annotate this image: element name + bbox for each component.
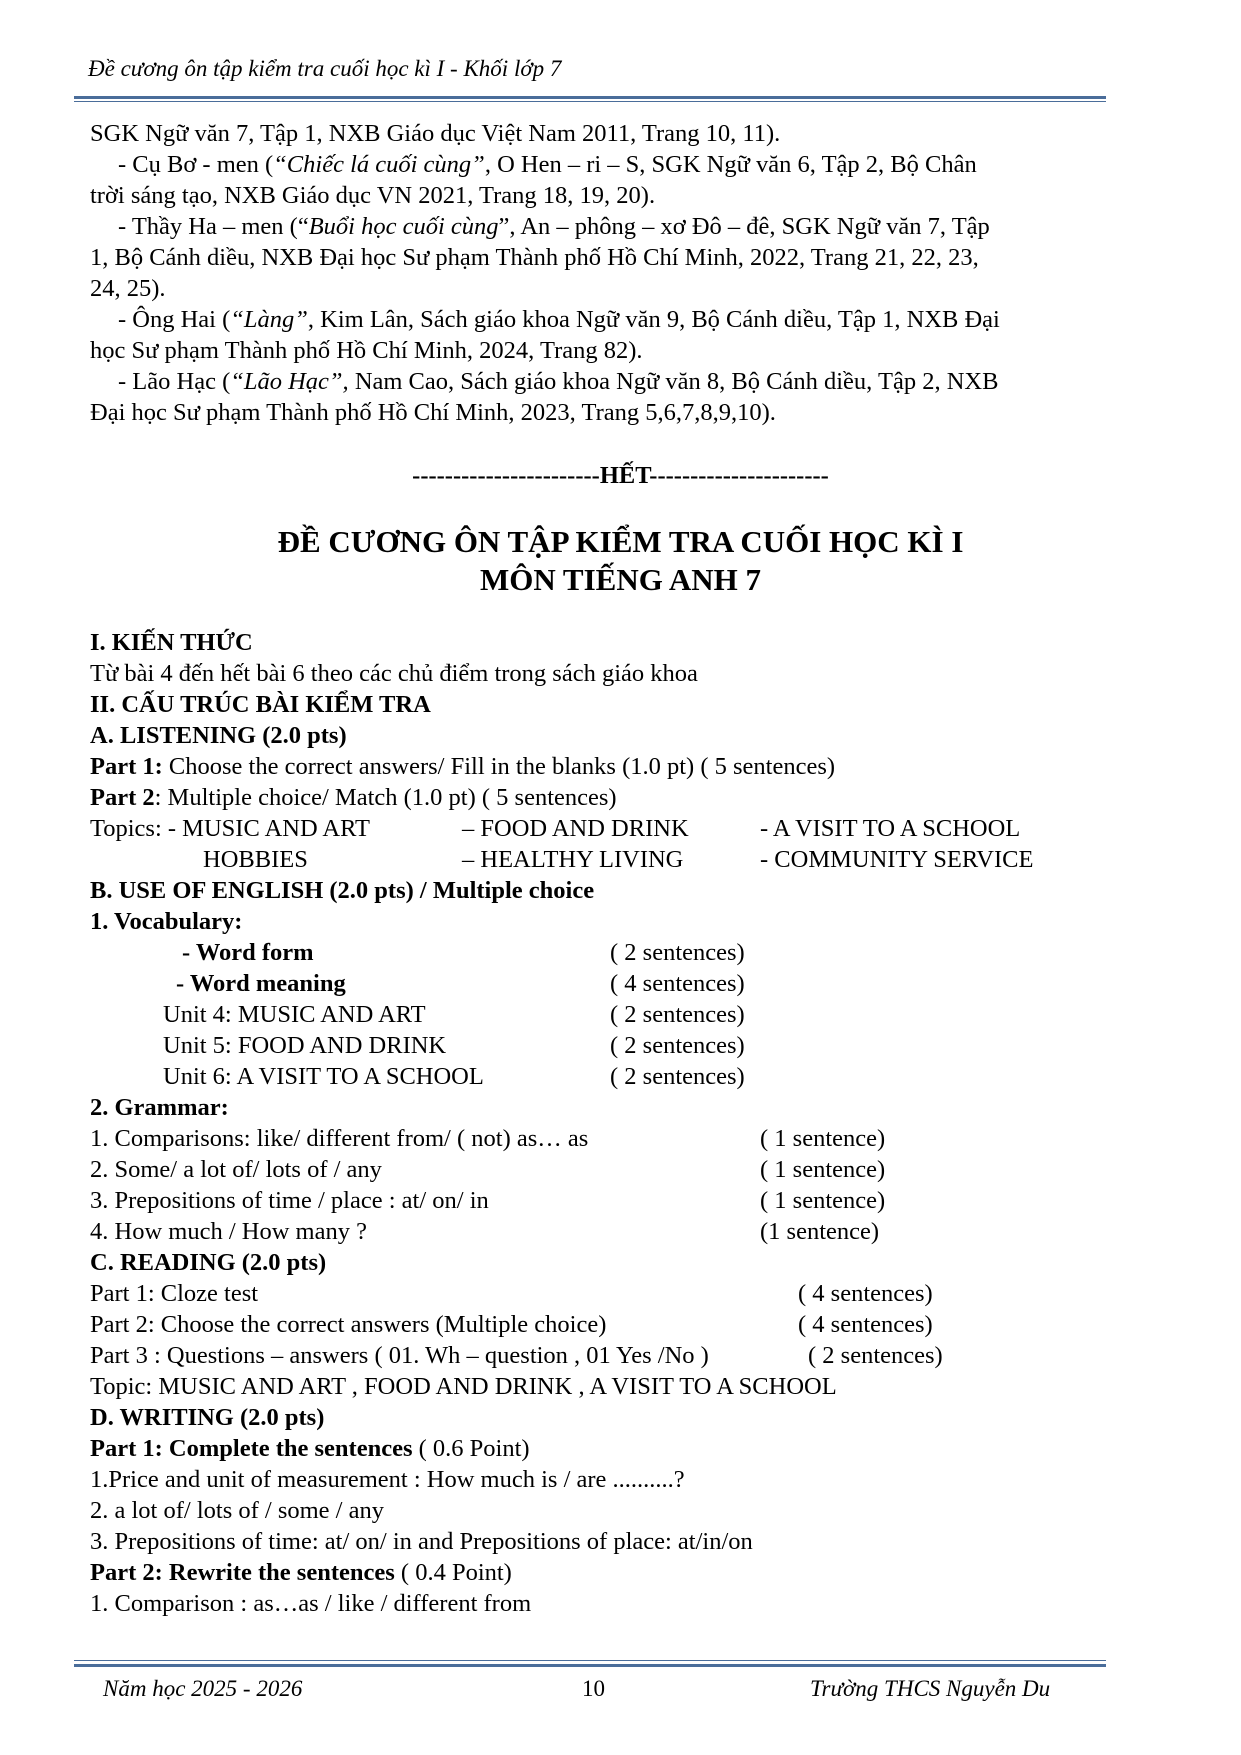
ref-item-2: - Thầy Ha – men (“Buổi học cuối cùng”, An – phông – xơ Đô – đê, SGK Ngữ văn 7, Tập	[118, 213, 990, 240]
grammar-item-label: 1. Comparisons: like/ different from/ ( not) as… as	[90, 1125, 589, 1152]
topic-hobbies: HOBBIES	[203, 846, 308, 873]
vocab-item-count: ( 2 sentences)	[610, 939, 745, 966]
page-header: Đề cương ôn tập kiểm tra cuối học kì I - Khối lớp 7	[88, 56, 562, 81]
use-of-english-heading: B. USE OF ENGLISH (2.0 pts) / Multiple choice	[90, 877, 595, 904]
topic-visit-school: - A VISIT TO A SCHOOL	[760, 815, 1021, 842]
document-subtitle: MÔN TIẾNG ANH 7	[479, 562, 762, 597]
vocab-item-count: ( 4 sentences)	[610, 970, 745, 997]
reading-item-count: ( 4 sentences)	[798, 1311, 933, 1338]
grammar-item-count: ( 1 sentence)	[760, 1156, 886, 1183]
document-title: ĐỀ CƯƠNG ÔN TẬP KIỂM TRA CUỐI HỌC KÌ I	[277, 524, 964, 559]
ref-line: SGK Ngữ văn 7, Tập 1, NXB Giáo dục Việt Nam 2011, Trang 10, 11).	[90, 120, 781, 147]
footer-school-name: Trường THCS Nguyễn Du	[810, 1676, 1051, 1701]
writing-part-1-item: 3. Prepositions of time: at/ on/ in and Prepositions of place: at/in/on	[90, 1528, 753, 1555]
header-rule-thin	[74, 101, 1106, 102]
topic-community-service: - COMMUNITY SERVICE	[760, 846, 1034, 873]
topic-healthy-living: – HEALTHY LIVING	[462, 846, 684, 873]
grammar-item-label: 4. How much / How many ?	[90, 1218, 367, 1245]
ref-item-2-cont2: 24, 25).	[90, 275, 166, 302]
listening-part-1: Part 1: Choose the correct answers/ Fill in the blanks (1.0 pt) ( 5 sentences)	[90, 753, 836, 780]
ref-item-1: - Cụ Bơ - men (“Chiếc lá cuối cùng”, O Hen – ri – S, SGK Ngữ văn 6, Tập 2, Bộ Chân	[118, 151, 977, 178]
topics-label: Topics: - MUSIC AND ART	[90, 815, 370, 842]
footer-rule-thick	[74, 1664, 1106, 1667]
section-2-heading: II. CẤU TRÚC BÀI KIỂM TRA	[90, 691, 431, 718]
reading-heading: C. READING (2.0 pts)	[90, 1249, 327, 1276]
grammar-item-count: ( 1 sentence)	[760, 1125, 886, 1152]
grammar-item-label: 3. Prepositions of time / place : at/ on/ in	[90, 1187, 489, 1214]
vocab-item-label: Unit 4: MUSIC AND ART	[163, 1001, 426, 1028]
vocab-item-label: - Word form	[182, 939, 314, 966]
footer-rule-thin	[74, 1660, 1106, 1661]
writing-heading: D. WRITING (2.0 pts)	[90, 1404, 325, 1431]
section-1-heading: I. KIẾN THỨC	[90, 629, 253, 656]
ref-item-4-cont: Đại học Sư phạm Thành phố Hồ Chí Minh, 2023, Trang 5,6,7,8,9,10).	[90, 399, 776, 426]
ref-item-2-cont: 1, Bộ Cánh diều, NXB Đại học Sư phạm Thành phố Hồ Chí Minh, 2022, Trang 21, 22, 23,	[90, 244, 979, 271]
end-marker: -----------------------HẾT----------------------	[412, 462, 829, 489]
writing-part-1-item: 1.Price and unit of measurement : How much is / are ..........?	[90, 1466, 685, 1493]
vocab-item-count: ( 2 sentences)	[610, 1032, 745, 1059]
reading-topic: Topic: MUSIC AND ART , FOOD AND DRINK , A VISIT TO A SCHOOL	[90, 1373, 837, 1400]
reading-item-label: Part 2: Choose the correct answers (Multiple choice)	[90, 1311, 607, 1338]
writing-part-2: Part 2: Rewrite the sentences ( 0.4 Point)	[90, 1559, 512, 1586]
reading-item-label: Part 3 : Questions – answers ( 01. Wh – question , 01 Yes /No )	[90, 1342, 709, 1369]
vocab-item-label: Unit 6: A VISIT TO A SCHOOL	[163, 1063, 484, 1090]
writing-part-1: Part 1: Complete the sentences ( 0.6 Point)	[90, 1435, 530, 1462]
reading-item-label: Part 1: Cloze test	[90, 1280, 259, 1307]
reading-item-count: ( 4 sentences)	[798, 1280, 933, 1307]
ref-item-1-cont: trời sáng tạo, NXB Giáo dục VN 2021, Trang 18, 19, 20).	[90, 182, 656, 209]
grammar-item-label: 2. Some/ a lot of/ lots of / any	[90, 1156, 382, 1183]
grammar-item-count: (1 sentence)	[760, 1218, 880, 1245]
vocab-item-count: ( 2 sentences)	[610, 1001, 745, 1028]
writing-part-2-item: 1. Comparison : as…as / like / different from	[90, 1590, 532, 1617]
listening-part-2: Part 2: Multiple choice/ Match (1.0 pt) ( 5 sentences)	[90, 784, 617, 811]
grammar-item-count: ( 1 sentence)	[760, 1187, 886, 1214]
section-1-text: Từ bài 4 đến hết bài 6 theo các chủ điểm trong sách giáo khoa	[90, 660, 698, 687]
writing-part-1-item: 2. a lot of/ lots of / some / any	[90, 1497, 384, 1524]
grammar-heading: 2. Grammar:	[90, 1094, 229, 1121]
vocab-item-label: Unit 5: FOOD AND DRINK	[163, 1032, 447, 1059]
ref-item-3-cont: học Sư phạm Thành phố Hồ Chí Minh, 2024, Trang 82).	[90, 337, 643, 364]
topic-food-and-drink: – FOOD AND DRINK	[462, 815, 689, 842]
footer-school-year: Năm học 2025 - 2026	[103, 1676, 303, 1701]
ref-item-3: - Ông Hai (“Làng”, Kim Lân, Sách giáo khoa Ngữ văn 9, Bộ Cánh diều, Tập 1, NXB Đại	[118, 306, 1000, 333]
vocabulary-heading: 1. Vocabulary:	[90, 908, 243, 935]
vocab-item-count: ( 2 sentences)	[610, 1063, 745, 1090]
ref-item-4: - Lão Hạc (“Lão Hạc”, Nam Cao, Sách giáo khoa Ngữ văn 8, Bộ Cánh diều, Tập 2, NXB	[118, 368, 999, 395]
header-rule-thick	[74, 96, 1106, 99]
vocab-item-label: - Word meaning	[176, 970, 346, 997]
listening-heading: A. LISTENING (2.0 pts)	[90, 722, 347, 749]
reading-item-count: ( 2 sentences)	[808, 1342, 943, 1369]
page-number: 10	[582, 1676, 605, 1701]
